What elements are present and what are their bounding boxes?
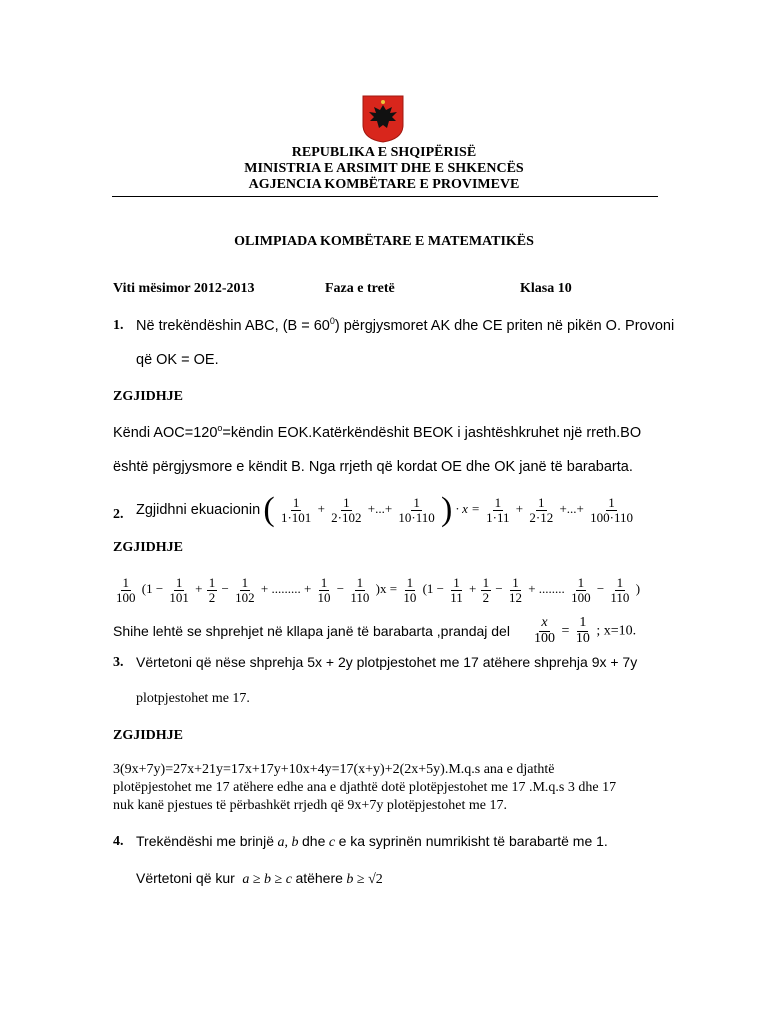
problem-4-number: 4.	[113, 834, 124, 849]
solution-2-equation: $\frac{1}{100}$ (1 − $\frac{1}{101}$ + $\frac{1}{2}$ − $\frac{1}{102}$ + ......... + $\frac{1}{10}$ − $\frac{1}{110}$ )x = $\frac{1}{10}$ (1 − $\frac{1}{11}$ + $\frac{1}{2}$ − $\frac{1}{12}$ + ........ $\frac{1}{100}$ − $\frac{1}{110}$ )	[116, 575, 641, 605]
problem-1-line2: që OK = OE.	[136, 352, 219, 368]
school-year: Viti mësimor 2012-2013	[113, 281, 255, 296]
solution-1-text: Këndi $AOC=120^o=këndin$ EOK.Katërkëndëshit BEOK i jashtëshkruhet një rreth.BO	[113, 423, 642, 441]
header-ministry: MINISTRIA E ARSIMIT DHE E SHKENCËS	[244, 161, 524, 176]
page-title: OLIMPIADA KOMBËTARE E MATEMATIKËS	[234, 234, 534, 249]
fraction: $\frac{1}{110}$	[610, 575, 630, 605]
fraction: $\frac{1}{2}$	[208, 575, 216, 605]
header-republic: REPUBLIKA E SHQIPËRISË	[291, 145, 477, 160]
solution-3-line2: plotëpjestohet me 17 atëhere edhe ana e djathtë dotë plotëpjestohet me 17 .M.q.s 3 dhe 17	[113, 780, 617, 795]
fraction: $\frac{1}{2\cdot 12}$	[529, 494, 554, 525]
fraction: $\frac{1}{10\cdot 110}$	[398, 494, 435, 525]
fraction: $\frac{1}{2\cdot 102}$	[331, 494, 362, 525]
problem-1-number: 1.	[113, 318, 124, 333]
problem-2-number: 2.	[113, 507, 124, 522]
fraction: $\frac{1}{110}$	[350, 575, 370, 605]
problem-4-text: Trekëndëshi me brinjë a, b dhe c e ka syprinën numrikisht të barabartë me 1.	[136, 833, 608, 850]
fraction: $\frac{1}{100}$	[116, 575, 136, 605]
header-divider	[112, 196, 658, 197]
exam-phase: Faza e tretë	[325, 281, 395, 296]
fraction: $\frac{1}{100}$	[571, 575, 591, 605]
fraction: $\frac{1}{100\cdot 110}$	[590, 494, 633, 525]
solution-2-conclusion: Shihe lehtë se shprehjet në kllapa janë të barabarta ,prandaj del $\frac{x}{100}$ = $\frac{1}{10}$ ; x=10.	[113, 615, 637, 646]
solution-3-line1: 3(9x+7y)=27x+21y=17x+17y+10x+4y=17(x+y)+2(2x+5y).M.q.s ana e djathtë	[113, 762, 555, 777]
fraction: $\frac{1}{10}$	[317, 575, 331, 605]
problem-1-text: Në trekëndëshin ABC, $(B = 60^0)$ përgjysmoret AK dhe CE priten në pikën O. Provoni	[136, 316, 675, 334]
problem-4-line2: Vërtetoni që kur a ≥ b ≥ c atëhere b ≥ √2	[136, 870, 383, 887]
solution-3-line3: nuk kanë pjestues të përbashkët rrjedh që 9x+7y plotëpjestohet me 17.	[113, 798, 507, 813]
fraction: $\frac{1}{1\cdot 101}$	[280, 494, 312, 525]
grade-class: Klasa 10	[520, 281, 572, 296]
solution-1-line2: është përgjysmore e këndit B. Nga rrjeth që kordat OE dhe OK janë të barabarta.	[113, 459, 633, 475]
fraction: $\frac{1}{2}$	[482, 575, 490, 605]
problem-3-number: 3.	[113, 655, 124, 670]
coat-of-arms-emblem	[362, 95, 404, 143]
fraction: $\frac{1}{10}$	[403, 575, 417, 605]
solution-2-label: ZGJIDHJE	[113, 540, 184, 555]
problem-3-text: Vërtetoni që nëse shprehja 5x + 2y plotpjestohet me 17 atëhere shprehja 9x + 7y	[136, 654, 638, 670]
fraction: $\frac{1}{101}$	[169, 575, 189, 605]
problem-3-line2: plotpjestohet me 17.	[136, 691, 250, 706]
solution-1-label: ZGJIDHJE	[113, 389, 184, 404]
header-agency: AGJENCIA KOMBËTARE E PROVIMEVE	[248, 177, 520, 192]
problem-2-equation: Zgjidhni ekuacionin ( $\frac{1}{1\cdot 101}$ + $\frac{1}{2\cdot 102}$ +...+ $\frac{1}{10\cdot 110}$ ) · x = $\frac{1}{1\cdot 11}$ + $\frac{1}{2\cdot 12}$ +...+ $\frac{1}{100\cdot 110}$	[136, 491, 633, 528]
fraction: $\frac{1}{1\cdot 11}$	[486, 494, 510, 525]
fraction: $\frac{1}{10}$	[575, 615, 590, 646]
fraction: $\frac{x}{100}$	[533, 615, 555, 646]
solution-3-label: ZGJIDHJE	[113, 728, 184, 743]
fraction: $\frac{1}{11}$	[450, 575, 463, 605]
fraction: $\frac{1}{102}$	[235, 575, 255, 605]
fraction: $\frac{1}{12}$	[508, 575, 522, 605]
